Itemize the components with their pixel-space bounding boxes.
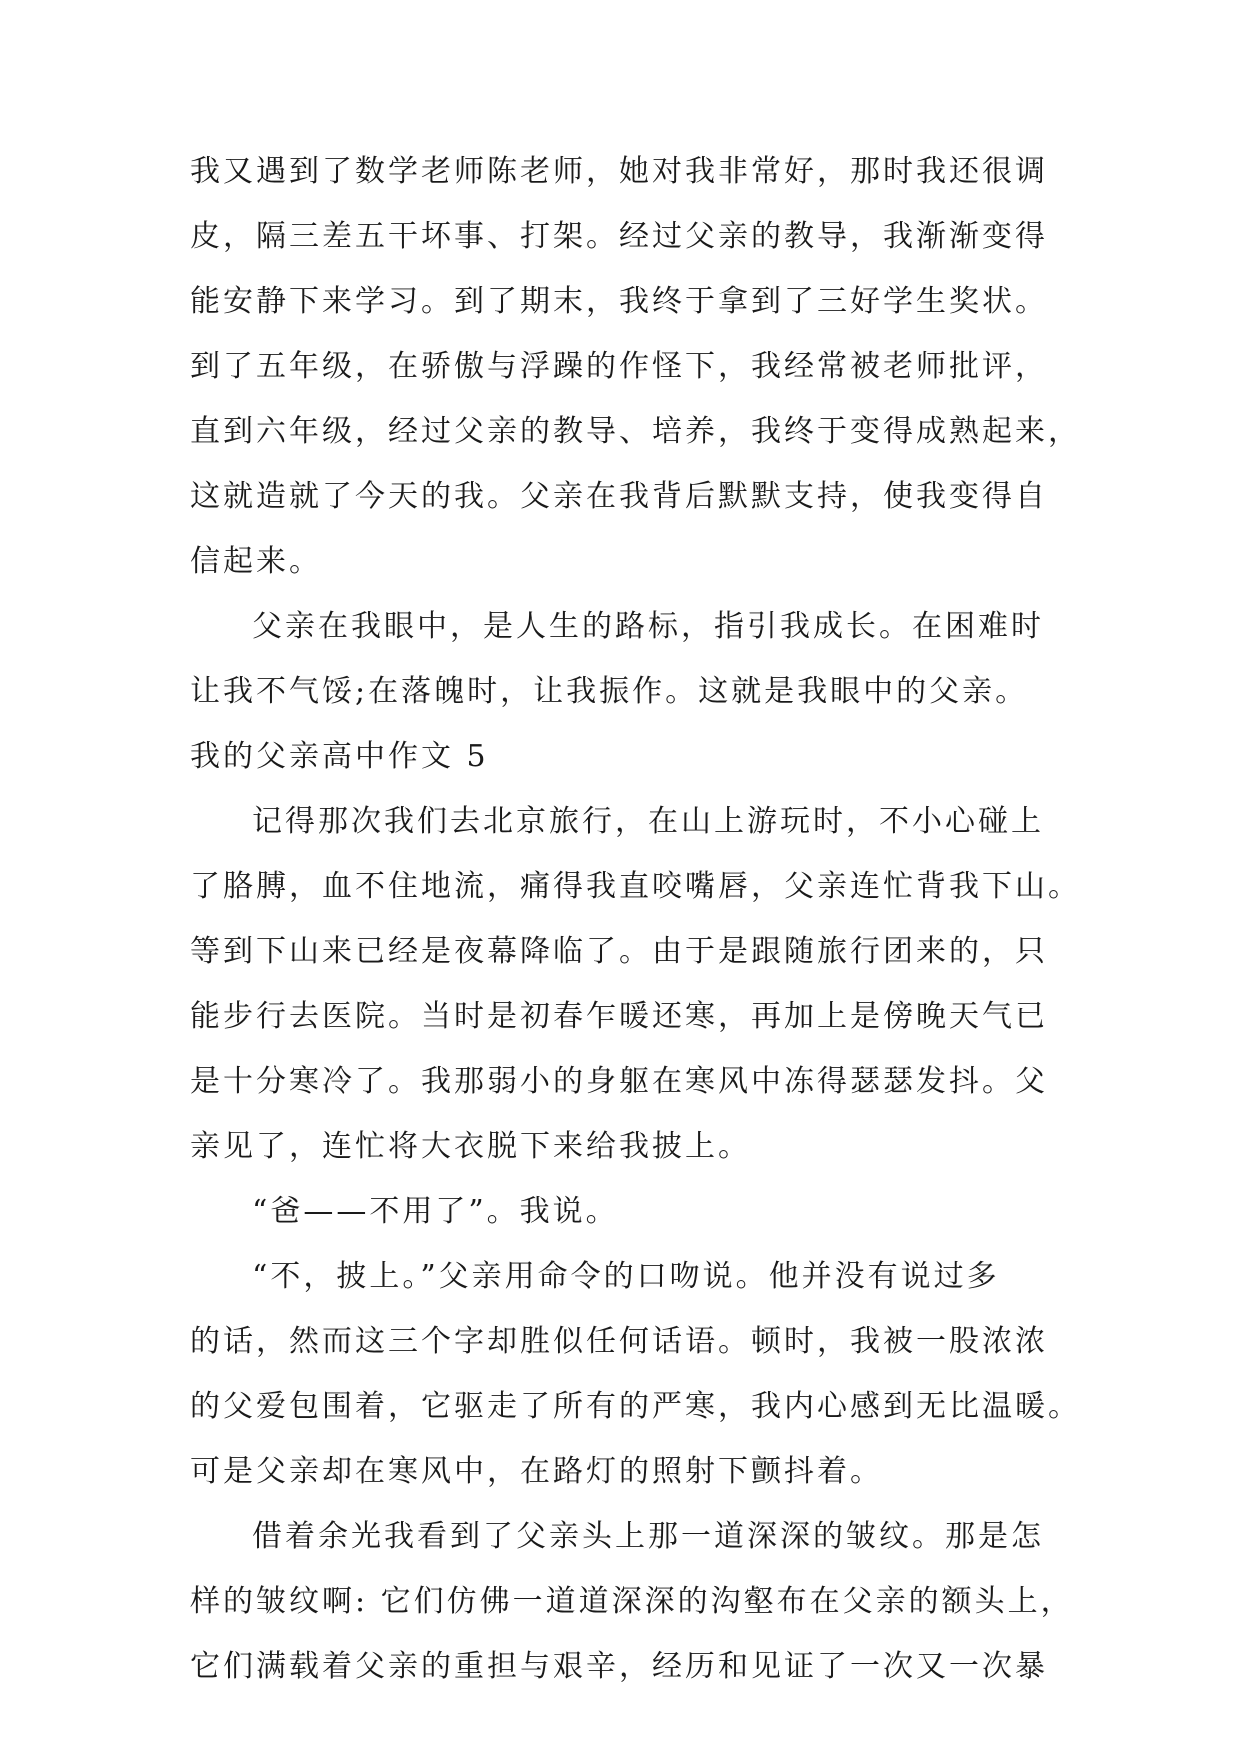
- text-line: 等到下山来已经是夜幕降临了。由于是跟随旅行团来的，只: [190, 934, 1048, 969]
- text-line: 的话，然而这三个字却胜似任何话语。顿时，我被一股浓浓: [190, 1324, 1048, 1359]
- text-line: 借着余光我看到了父亲头上那一道深深的皱纹。那是怎: [252, 1519, 1044, 1554]
- text-line: 信起来。: [190, 544, 322, 579]
- text-line: 的父爱包围着，它驱走了所有的严寒，我内心感到无比温暖。: [190, 1389, 1081, 1424]
- text-line: 亲见了，连忙将大衣脱下来给我披上。: [190, 1129, 751, 1164]
- text-line: 我又遇到了数学老师陈老师，她对我非常好，那时我还很调: [190, 154, 1048, 189]
- text-line: 记得那次我们去北京旅行，在山上游玩时，不小心碰上: [252, 804, 1044, 839]
- text-line: 能步行去医院。当时是初春乍暖还寒，再加上是傍晚天气已: [190, 999, 1048, 1034]
- text-line: 到了五年级，在骄傲与浮躁的作怪下，我经常被老师批评，: [190, 349, 1048, 384]
- section-heading: 我的父亲高中作文 5: [190, 739, 489, 774]
- text-line: 皮，隔三差五干坏事、打架。经过父亲的教导，我渐渐变得: [190, 219, 1048, 254]
- text-line: 样的皱纹啊: 它们仿佛一道道深深的沟壑布在父亲的额头上，: [190, 1584, 1074, 1619]
- text-line: 它们满载着父亲的重担与艰辛，经历和见证了一次又一次暴: [190, 1649, 1048, 1684]
- text-line: 了胳膊，血不住地流，痛得我直咬嘴唇，父亲连忙背我下山。: [190, 869, 1081, 904]
- text-line: 这就造就了今天的我。父亲在我背后默默支持，使我变得自: [190, 479, 1048, 514]
- text-line: 直到六年级，经过父亲的教导、培养，我终于变得成熟起来，: [190, 414, 1081, 449]
- text-line: 父亲在我眼中，是人生的路标，指引我成长。在困难时: [252, 609, 1044, 644]
- text-line: 可是父亲却在寒风中，在路灯的照射下颤抖着。: [190, 1454, 883, 1489]
- text-line: “爸——不用了”。我说。: [252, 1194, 619, 1229]
- text-line: 能安静下来学习。到了期末，我终于拿到了三好学生奖状。: [190, 284, 1048, 319]
- text-line: “不，披上。”父亲用命令的口吻说。他并没有说过多: [252, 1259, 1000, 1294]
- text-line: 是十分寒冷了。我那弱小的身躯在寒风中冻得瑟瑟发抖。父: [190, 1064, 1048, 1099]
- text-line: 让我不气馁;在落魄时，让我振作。这就是我眼中的父亲。: [190, 674, 1029, 709]
